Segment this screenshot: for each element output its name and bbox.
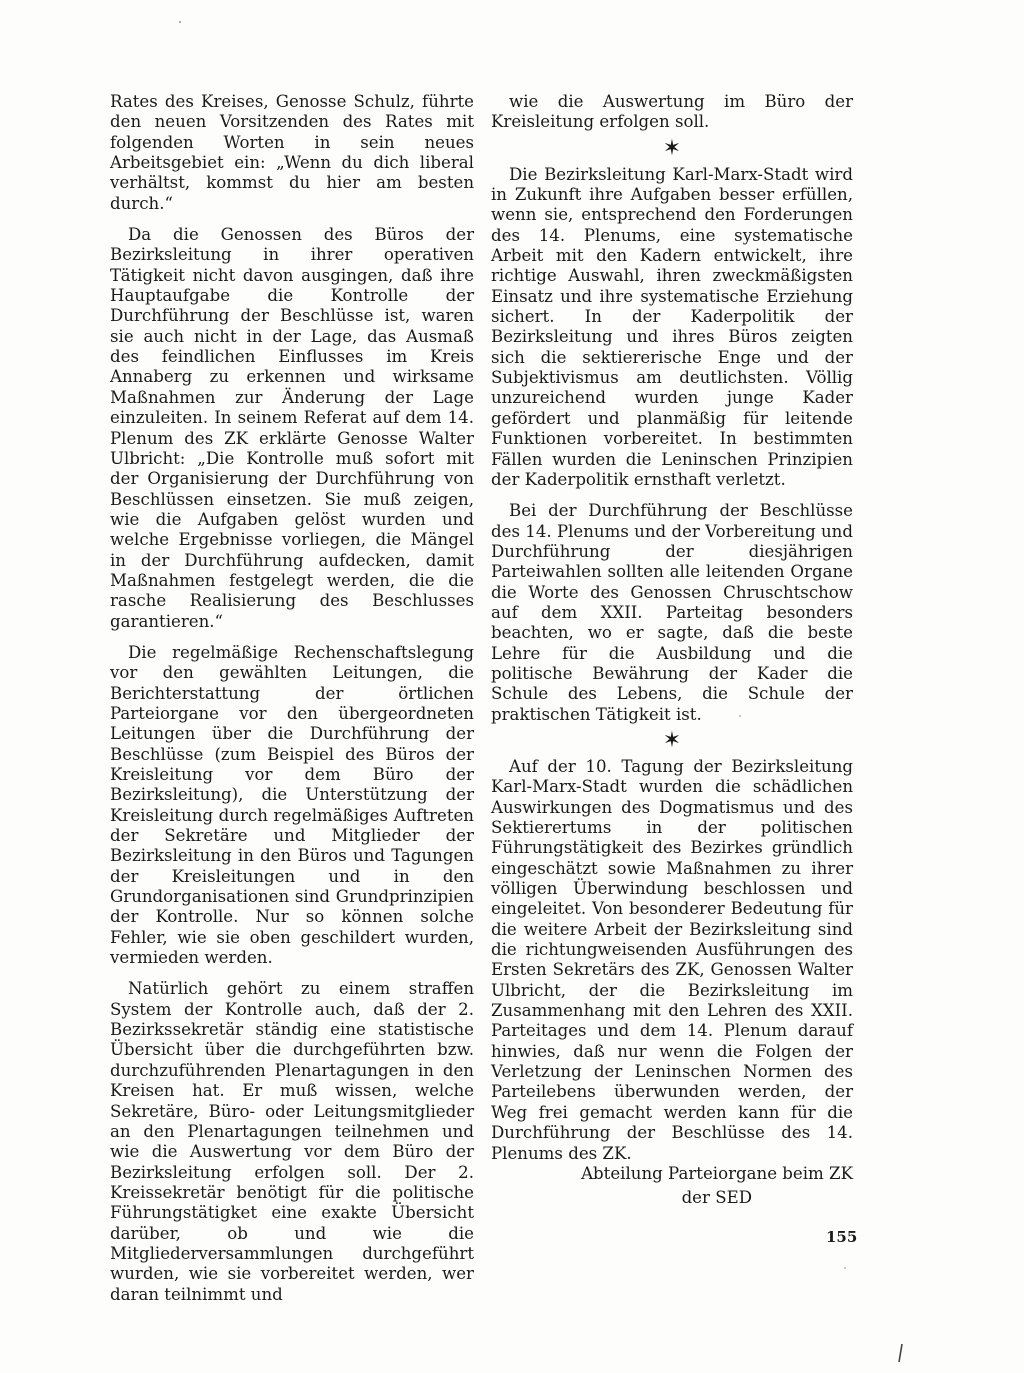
paragraph: Die regelmäßige Rechenschaftslegung vor den gewählten Leitungen, die Berichterstattung der örtlichen Parteiorgane vor den übergeordneten Leitungen über die Durchführung der Beschlüsse (zum Beispiel des Büros der Kreisleitung vor dem Büro der Bezirksleitung), die Unterstützung der Kreisleitung durch regelmäßiges Auftreten der Sekretäre und Mitglieder der Bezirksleitung in den Büros und Tagungen der Kreisleitungen und in den Grundorganisationen sind Grundprinzipien der Kontrolle. Nur so können solche Fehler, wie sie oben geschildert wurden, vermieden werden. [110,642,474,968]
signature-line: der SED [681,1188,752,1208]
paragraph: wie die Auswertung im Büro der Kreisleitung erfolgen soll. [491,92,853,132]
paragraph: Bei der Durchführung der Beschlüsse des 14. Plenums und der Vorbereitung und Durchführung der diesjährigen Parteiwahlen sollten alle leitenden Organe die Worte des Genossen Chruschtschow auf dem XXII. Parteitag besonders beachten, wo er sagte, daß die beste Lehre für die Ausbildung und die politische Bewährung der Kader die Schule des Lebens, die Schule der praktischen Tätigkeit ist. [491,501,853,724]
paragraph: Natürlich gehört zu einem straffen System der Kontrolle auch, daß der 2. Bezirkssekretär ständig eine statistische Übersicht über die durchgeführten bzw. durchzuführenden Plenartagungen in den Kreisen hat. Er muß wissen, welche Sekretäre, Büro- oder Leitungsmitglieder an den Plenartagungen teilnehmen und wie die Auswertung vor dem Büro der Bezirksleitung erfolgen soll. Der 2. Kreissekretär benötigt für die politische Führungstätigket eine exakte Übersicht darüber, ob und wie die Mitgliederversammlungen durchgeführt wurden, wie sie vorbereitet werden, wer daran teilnimmt und [110,979,474,1304]
signature-line: Abteilung Parteiorgane beim ZK [581,1163,853,1183]
section-separator-star: ✶ [662,135,682,161]
paragraph: Die Bezirksleitung Karl-Marx-Stadt wird in Zukunft ihre Aufgaben besser erfüllen, wenn sie, entsprechend den Forderungen des 14. Plenums, eine systematische Arbeit mit den Kadern entwickelt, ihre richtige Auswahl, ihren zweckmäßigsten Einsatz und ihre systematische Erziehung sichert. In der Kaderpolitik der Bezirksleitung und ihres Büros zeigten sich die sektiererische Enge und der Subjektivismus am deutlichsten. Völlig unzureichend wurden junge Kader gefördert und planmäßig für leitende Funktionen vorbereitet. In bestimmten Fällen wurden die Leninschen Prinzipien der Kaderpolitik ernsthaft verletzt. [491,164,853,489]
paragraph: Auf der 10. Tagung der Bezirksleitung Karl-Marx-Stadt wurden die schädlichen Auswirkungen des Dogmatismus und des Sektierertums in der politischen Führungstätigkeit des Bezirkes gründlich eingeschätzt sowie Maßnahmen zu ihrer völligen Überwindung beschlossen und eingeleitet. Von besonderer Bedeutung für die weitere Arbeit der Bezirksleitung sind die richtungweisenden Ausführungen des Ersten Sekretärs des ZK, Genossen Walter Ulbricht, der die Bezirksleitung im Zusammenhang mit den Lehren des XXII. Parteitages und dem 14. Plenum darauf hinwies, daß nur wenn die Folgen der Verletzung der Leninschen Normen des Parteilebens überwunden werden, der Weg frei gemacht werden kann für die Durchführung der Beschlüsse des 14. Plenums des ZK. [491,756,853,1163]
section-separator-star: ✶ [662,727,682,753]
paragraph: Da die Genossen des Büros der Bezirksleitung in ihrer operativen Tätigkeit nicht davon ausgingen, daß ihre Hauptaufgabe die Kontrolle der Durchführung der Beschlüsse ist, waren sie auch nicht in der Lage, das Ausmaß des feindlichen Einflusses im Kreis Annaberg zu erkennen und wirksame Maßnahmen zur Änderung der Lage einzuleiten. In seinem Referat auf dem 14. Plenum des ZK erklärte Genosse Walter Ulbricht: „Die Kontrolle muß sofort mit der Organisierung der Durchführung von Beschlüssen einsetzen. Sie muß zeigen, wie die Aufgaben gelöst wurden und welche Ergebnisse vorliegen, die Mängel in der Durchführung aufdecken, damit Maßnahmen festgelegt werden, die die rasche Realisierung des Beschlusses garantieren.“ [110,225,474,631]
paragraph: Rates des Kreises, Genosse Schulz, führte den neuen Vorsitzenden des Rates mit folgenden Worten in sein neues Arbeitsgebiet ein: „Wenn du dich liberal verhältst, kommst du hier am besten durch.“ [110,92,474,213]
page-number: 155 [826,1228,858,1246]
